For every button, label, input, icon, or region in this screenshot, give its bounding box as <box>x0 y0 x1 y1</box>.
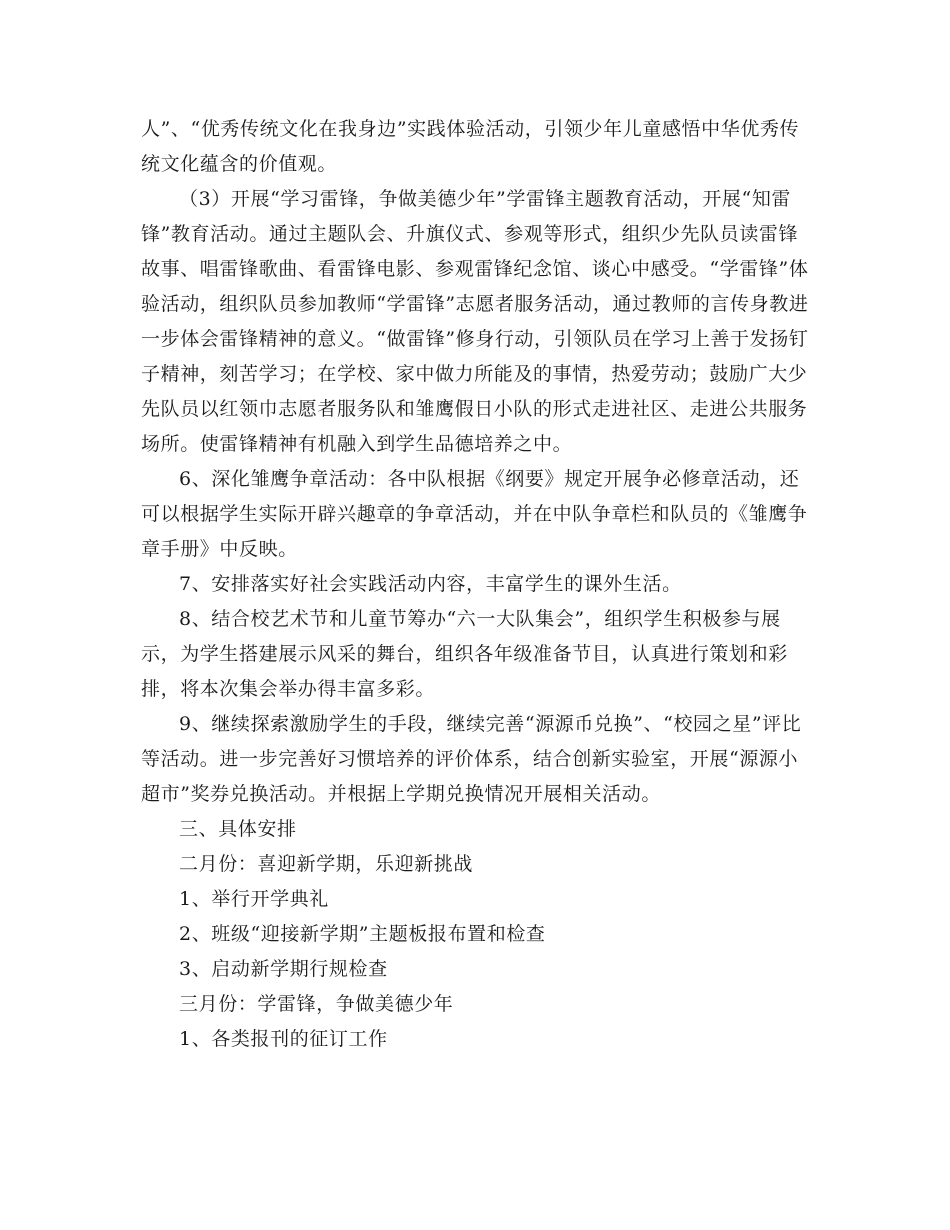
paragraph-values: 人”、“优秀传统文化在我身边”实践体验活动，引领少年儿童感悟中华优秀传统文化蕴含的价值观。 <box>141 118 800 175</box>
paragraph-lei-feng-activities: （3）开展“学习雷锋，争做美德少年”学雷锋主题教育活动，开展“知雷锋”教育活动。通过主题队会、升旗仪式、参观等形式，组织少先队员读雷锋故事、唱雷锋歌曲、看雷锋电影、参观雷锋纪念馆、谈心中感受。“学雷锋”体验活动，组织队员参加教师“学雷锋”志愿者服务活动，通过教师的言传身教进一步体会雷锋精神的意义。“做雷锋”修身行动，引领队员在学习上善于发扬钉子精神，刻苦学习；在学校、家中做力所能及的事情，热爱劳动；鼓励广大少先队员以红领巾志愿者服务队和雏鹰假日小队的形式走进社区、走进公共服务场所。使雷锋精神有机融入到学生品德培养之中。 <box>141 188 809 455</box>
list-item: 2、班级“迎接新学期”主题板报布置和检查 <box>179 923 546 945</box>
list-item: 1、各类报刊的征订工作 <box>179 1028 388 1050</box>
month-heading-february: 二月份：喜迎新学期，乐迎新挑战 <box>179 853 474 875</box>
paragraph-item-6: 6、深化雏鹰争章活动：各中队根据《纲要》规定开展争必修章活动，还可以根据学生实际开辟兴趣章的争章活动，并在中队争章栏和队员的《雏鹰争章手册》中反映。 <box>141 468 808 560</box>
paragraph-item-8: 8、结合校艺术节和儿童节筹办“六一大队集会”，组织学生积极参与展示，为学生搭建展示风采的舞台，组织各年级准备节目，认真进行策划和彩排，将本次集会举办得丰富多彩。 <box>141 608 788 700</box>
section-heading-schedule: 三、具体安排 <box>179 818 297 840</box>
list-item: 1、举行开学典礼 <box>179 888 329 910</box>
paragraph-item-7: 7、安排落实好社会实践活动内容，丰富学生的课外生活。 <box>179 573 682 595</box>
paragraph-item-9: 9、继续探索激励学生的手段，继续完善“源源币兑换”、“校园之星”评比等活动。进一步完善好习惯培养的评价体系，结合创新实验室，开展“源源小超市”奖券兑换活动。并根据上学期兑换情况开展相关活动。 <box>141 713 802 805</box>
list-item: 3、启动新学期行规检查 <box>179 958 388 980</box>
month-heading-march: 三月份：学雷锋，争做美德少年 <box>179 993 454 1015</box>
document-body <box>141 112 809 1057</box>
